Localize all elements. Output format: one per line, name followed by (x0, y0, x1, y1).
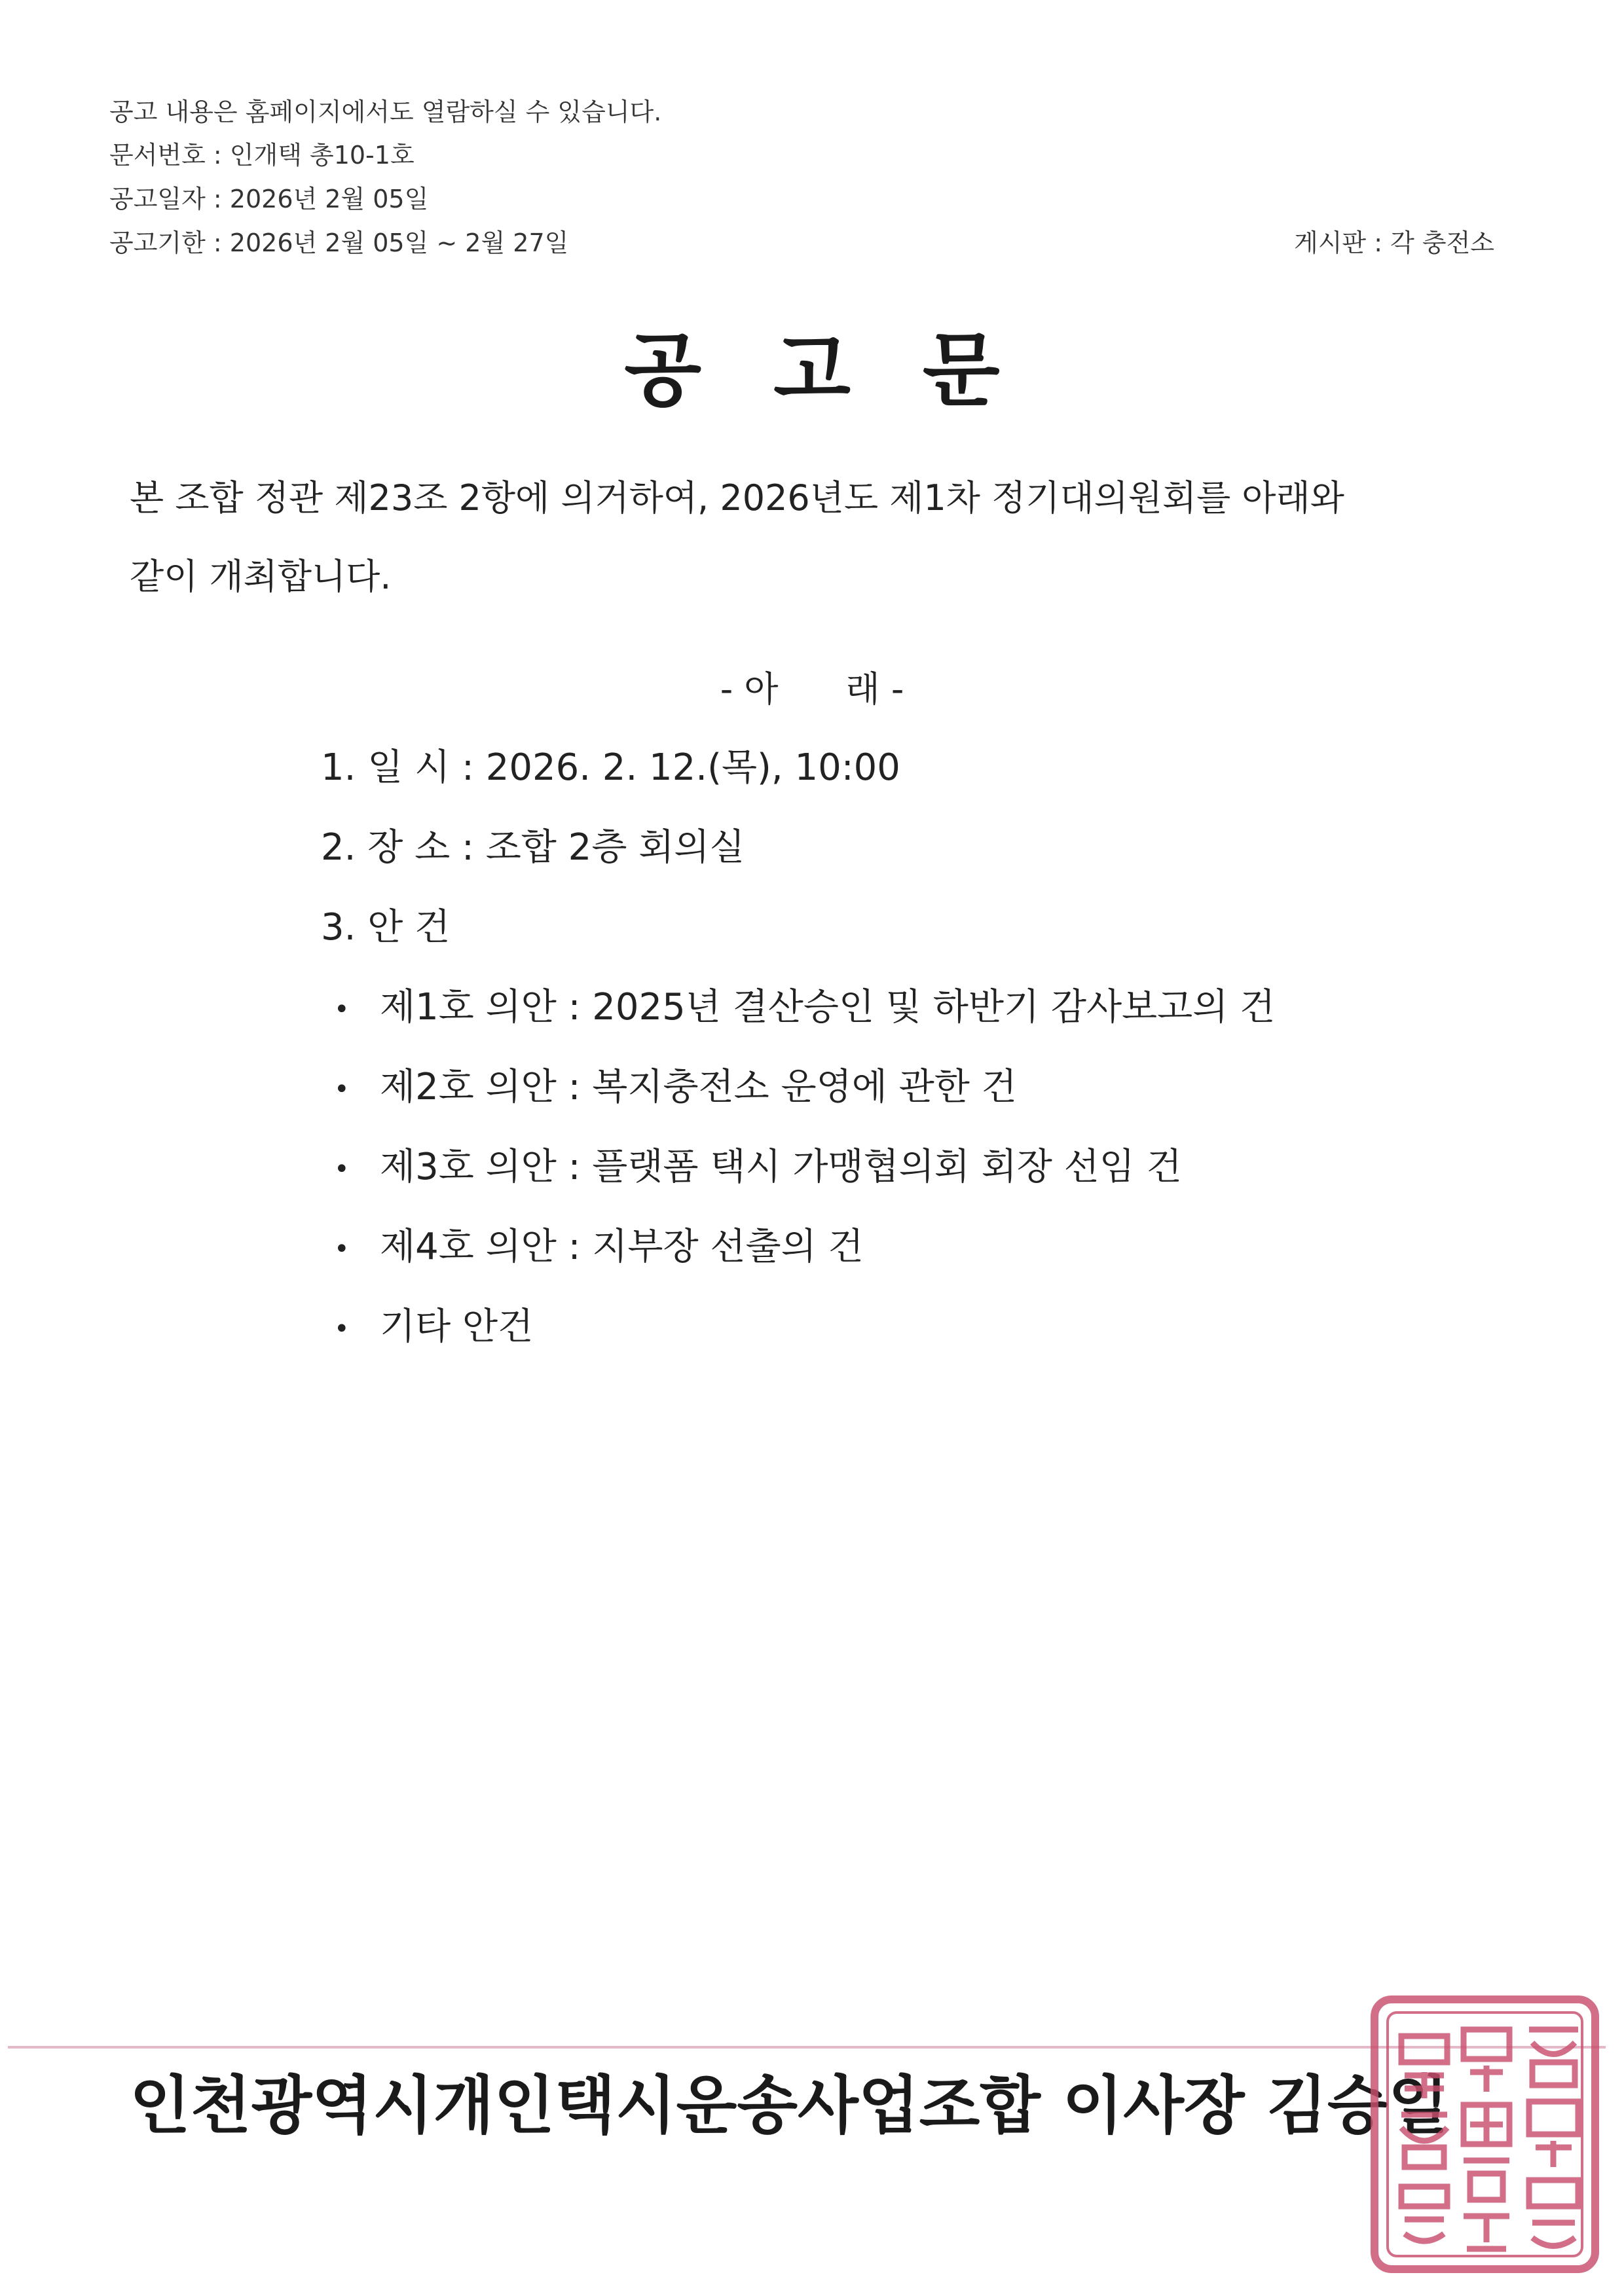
document-title: 공고문 (624, 323, 1072, 417)
meeting-place: 2. 장 소 : 조합 2층 회의실 (321, 826, 745, 869)
bullet-icon: • (334, 1233, 350, 1264)
agenda-item (334, 1138, 1182, 1190)
homepage-notice-line: 공고 내용은 홈페이지에서도 열람하실 수 있습니다. (109, 98, 662, 126)
bullet-icon: • (334, 1313, 350, 1344)
agenda-item (334, 1058, 1017, 1110)
agenda-item (334, 1218, 864, 1270)
bullet-icon: • (334, 994, 350, 1025)
notice-period: 공고기한 : 2026년 2월 05일 ~ 2월 27일 (109, 228, 569, 257)
bullet-icon: • (334, 1074, 350, 1104)
agenda-item (334, 978, 1275, 1030)
agenda-item-text: 제4호 의안 : 지부장 선출의 건 (380, 1226, 864, 1268)
official-seal-icon (1365, 1990, 1604, 2278)
agenda-heading: 3. 안 건 (321, 906, 451, 949)
agenda-item-text: 제2호 의안 : 복지충전소 운영에 관한 건 (380, 1066, 1017, 1108)
signatory-name: 인천광역시개인택시운송사업조합 이사장 김승일 (130, 2069, 1449, 2142)
meeting-date: 1. 일 시 : 2026. 2. 12.(목), 10:00 (321, 746, 900, 789)
agenda-item-text: 제3호 의안 : 플랫폼 택시 가맹협의회 회장 선임 건 (380, 1146, 1182, 1188)
below-label: - 아 래 - (720, 668, 904, 710)
agenda-item (334, 1298, 533, 1350)
document-number: 문서번호 : 인개택 총10-1호 (109, 141, 415, 170)
bullet-icon: • (334, 1154, 350, 1184)
intro-line-1: 본 조합 정관 제23조 2항에 의거하여, 2026년도 제1차 정기대의원회를 아래와 (130, 477, 1344, 519)
agenda-item-text: 제1호 의안 : 2025년 결산승인 및 하반기 감사보고의 건 (380, 986, 1276, 1029)
intro-line-2: 같이 개최합니다. (130, 556, 392, 597)
agenda-item-text: 기타 안건 (380, 1305, 534, 1348)
bulletin-board: 게시판 : 각 충전소 (1294, 228, 1494, 257)
notice-date: 공고일자 : 2026년 2월 05일 (109, 185, 429, 213)
